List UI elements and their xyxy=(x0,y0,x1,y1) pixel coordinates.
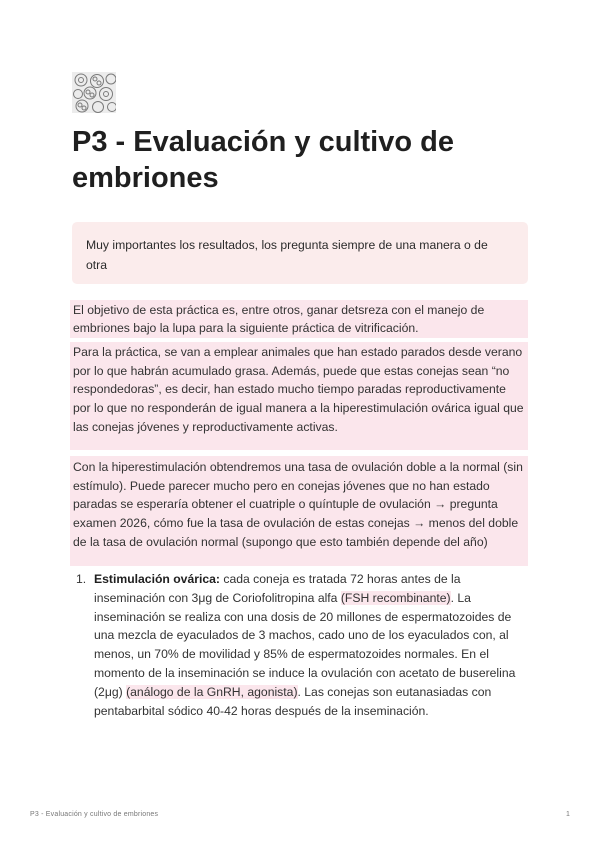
footer-title: P3 - Evaluación y cultivo de embriones xyxy=(30,811,159,818)
callout-text: Muy importantes los resultados, los pregunta siempre de una manera o de otra xyxy=(86,238,488,272)
paragraph-animals: Para la práctica, se van a emplear animales que han estado parados desde verano por lo que habrán acumulado grasa. Además, puede que estas conejas sean “no respondedoras”, es decir, han estado mucho tiempo paradas reproductivamente por lo que no responderán de igual manera a la hiperestimulación ovárica igual que las conejas jóvenes y reproductivamente activas. xyxy=(70,342,528,450)
list-number: 1. xyxy=(76,572,87,586)
fsh-highlight: (FSH recombinante) xyxy=(340,590,451,605)
callout-box xyxy=(72,222,528,284)
paragraph-hyperstimulation: Con la hiperestimulación obtendremos una tasa de ovulación doble a la normal (sin estímulo). Puede parecer mucho pero en conejas jóvenes que no han estado paradas se esperaría obtener el cuatriple o quíntuple de ovulación → pregunta examen 2026, cómo fue la tasa de ovulación de estas conejas → menos del doble de la tasa de ovulación normal (supongo que esto también depende del año) xyxy=(70,456,528,566)
page-title: P3 - Evaluación y cultivo de embriones xyxy=(72,126,454,194)
paragraph-objective: El objetivo de esta práctica es, entre otros, ganar detsreza con el manejo de embriones bajo la lupa para la siguiente práctica de vitrificación. xyxy=(70,300,528,338)
list-item xyxy=(94,570,528,720)
gnrh-highlight: (análogo de la GnRH, agonista) xyxy=(126,684,298,699)
numbered-list xyxy=(76,570,528,720)
embryo-thumbnail-icon xyxy=(72,72,116,113)
list-item-text-b: . La inseminación se realiza con una dosis de 20 millones de espermatozoides de una mezcla de eyaculados de 3 machos, cado uno de los eyaculados con, al menos, un 70% de movilidad y 85% de espermatozoides normales. En el momento de la inseminación se induce la ovulación con acetato de buserelina (2μg) xyxy=(94,590,516,699)
list-item-text-a: cada coneja es tratada 72 horas antes de la inseminación con 3μg de Coriofolitropina alfa xyxy=(94,572,461,605)
list-item-text-c: . Las conejas son eutanasiadas con pentabarbital sódico 40-42 horas después de la inseminación. xyxy=(94,684,492,718)
list-item-heading: Estimulación ovárica: xyxy=(94,572,220,586)
footer-page-number: 1 xyxy=(566,811,570,818)
